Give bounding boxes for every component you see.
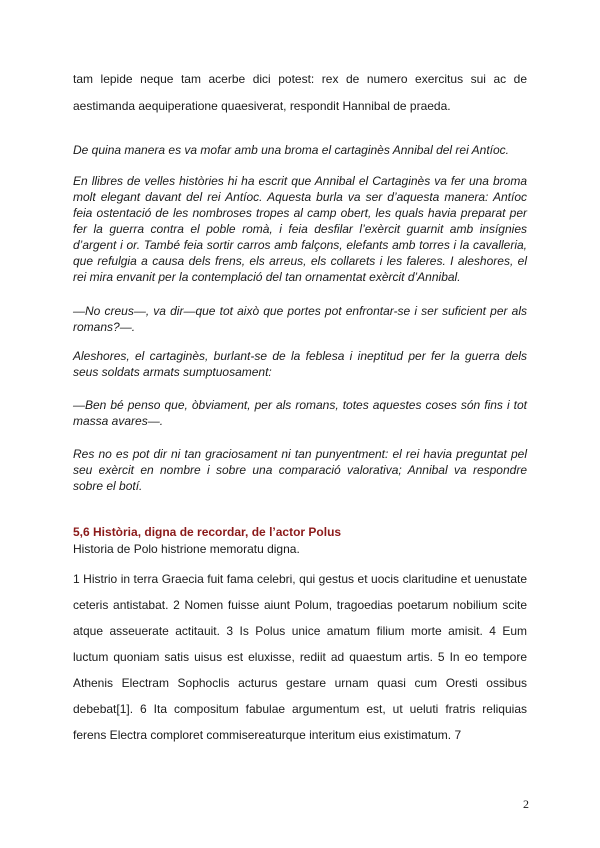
- section-heading: 5,6 Història, digna de recordar, de l’actor Polus: [73, 525, 342, 539]
- catalan-quote-1: —No creus—, va dir—que tot això que portes pot enfrontar-se i ser suficient per als romans?—.: [73, 304, 527, 334]
- catalan-paragraph-2: Aleshores, el cartaginès, burlant-se de la feblesa i ineptitud per fer la guerra dels seus soldats armats sumptuosament:: [73, 349, 527, 379]
- page-number: 2: [523, 797, 529, 811]
- section-subtitle: Historia de Polo histrione memoratu digna.: [73, 542, 300, 556]
- catalan-paragraph-3: Res no es pot dir ni tan graciosament ni tan punyentment: el rei havia preguntat pel seu exèrcit en nombre i sobre una comparació valorativa; Annibal va respondre sobre el botí.: [73, 447, 527, 493]
- catalan-paragraph-1: En llibres de velles històries hi ha escrit que Annibal el Cartaginès va fer una broma molt elegant davant del rei Antíoc. Aquesta burla va ser d’aquesta manera: Antíoc feia ostentació de les nombroses tropes al camp obert, les quals havia preparat per fer la guerra contra el poble romà, i feia desfilar l’exèrcit guarnit amb insígnies d’argent i or. També feia sortir carros amb falçons, elefants amb torres i la cavalleria, que refulgia a causa dels frens, els arreus, els collarets i les faleres. I aleshores, el rei mira envanit per la contemplació del tan ornamentat exèrcit d’Annibal.: [73, 174, 527, 284]
- latin-body-paragraph: 1 Histrio in terra Graecia fuit fama celebri, qui gestus et uocis claritudine et uenustate ceteris antistabat. 2 Nomen fuisse aiunt Polum, tragoedias poetarum nobilium scite atque asseuerate actitauit. 3 Is Polus unice amatum filium morte amisit. 4 Eum luctum quoniam satis uisus est eluxisse, rediit ad quaestum artis. 5 In eo tempore Athenis Electram Sophoclis acturus gestare urnam quasi cum Oresti ossibus debebat[1]. 6 Ita compositum fabulae argumentum est, ut ueluti fratris reliquias ferens Electra comploret commisereaturque interitum eius existimatum. 7: [73, 572, 527, 742]
- catalan-quote-2: —Ben bé penso que, òbviament, per als romans, totes aquestes coses són fins i tot massa avares—.: [73, 398, 527, 428]
- latin-paragraph-top: tam lepide neque tam acerbe dici potest: rex de numero exercitus sui ac de aestimanda aequiperatione quaesiverat, respondit Hannibal de praeda.: [73, 72, 527, 113]
- catalan-title: De quina manera es va mofar amb una broma el cartaginès Annibal del rei Antíoc.: [73, 143, 510, 157]
